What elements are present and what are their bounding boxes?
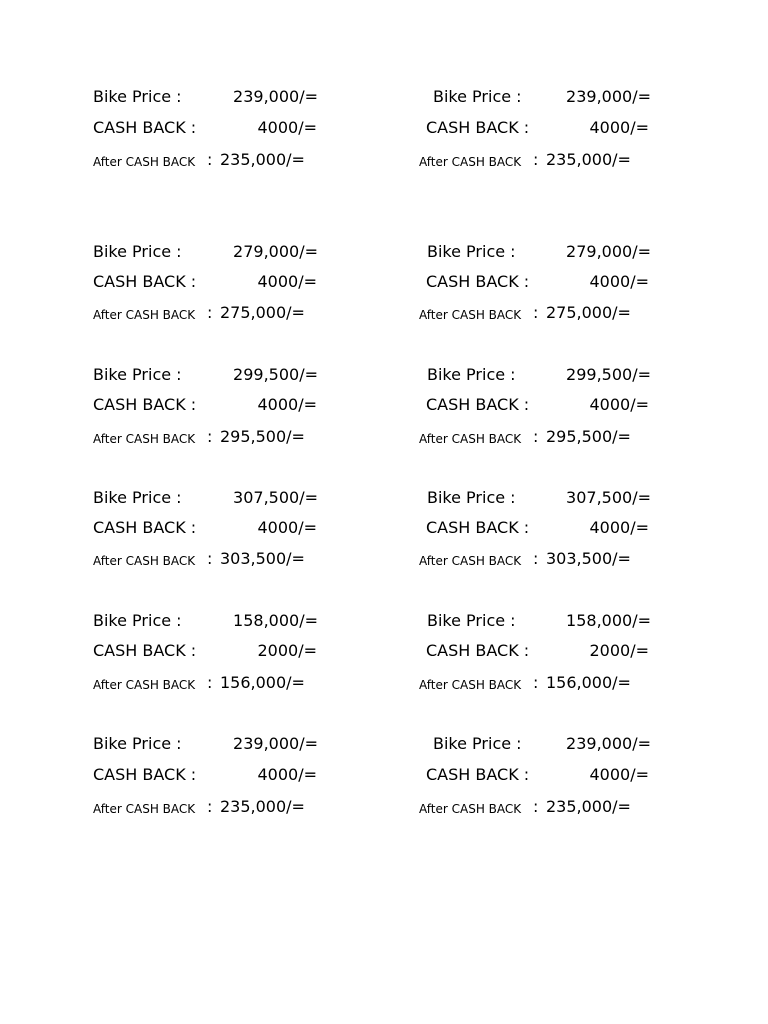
- after-cash-back-label: After CASH BACK: [93, 155, 196, 169]
- after-cash-back-value: 235,000/=: [546, 797, 631, 816]
- price-block-left: [93, 610, 333, 690]
- price-block-right: [419, 487, 659, 567]
- bike-price-label: Bike Price :: [93, 488, 182, 507]
- after-cash-back-label: After CASH BACK: [419, 802, 522, 816]
- cash-back-label: CASH BACK :: [426, 272, 530, 291]
- after-cash-back-colon: :: [533, 303, 539, 322]
- cash-back-label: CASH BACK :: [93, 118, 197, 137]
- after-cash-back-label: After CASH BACK: [93, 802, 196, 816]
- bike-price-label: Bike Price :: [93, 611, 182, 630]
- price-block-left: [93, 733, 333, 816]
- cash-back-value: 4000/=: [257, 118, 317, 137]
- after-cash-back-label: After CASH BACK: [419, 432, 522, 446]
- bike-price-value: 239,000/=: [566, 87, 651, 106]
- after-cash-back-value: 295,500/=: [220, 427, 305, 446]
- after-cash-back-value: 235,000/=: [546, 150, 631, 169]
- cash-back-label: CASH BACK :: [426, 765, 530, 784]
- cash-back-value: 4000/=: [257, 518, 317, 537]
- after-cash-back-value: 235,000/=: [220, 150, 305, 169]
- after-cash-back-label: After CASH BACK: [93, 308, 196, 322]
- bike-price-label: Bike Price :: [427, 365, 516, 384]
- cash-back-label: CASH BACK :: [93, 765, 197, 784]
- after-cash-back-label: After CASH BACK: [419, 678, 522, 692]
- price-block-left: [93, 241, 333, 321]
- bike-price-label: Bike Price :: [427, 611, 516, 630]
- bike-price-value: 158,000/=: [566, 611, 651, 630]
- price-block-left: [93, 487, 333, 567]
- bike-price-label: Bike Price :: [93, 242, 182, 261]
- cash-back-value: 2000/=: [257, 641, 317, 660]
- after-cash-back-colon: :: [533, 427, 539, 446]
- after-cash-back-colon: :: [207, 427, 213, 446]
- cash-back-value: 4000/=: [589, 518, 649, 537]
- bike-price-value: 279,000/=: [566, 242, 651, 261]
- cash-back-value: 4000/=: [589, 272, 649, 291]
- price-block-right: [419, 610, 659, 690]
- after-cash-back-value: 303,500/=: [546, 549, 631, 568]
- after-cash-back-value: 156,000/=: [546, 673, 631, 692]
- cash-back-label: CASH BACK :: [426, 518, 530, 537]
- cash-back-value: 4000/=: [589, 118, 649, 137]
- bike-price-value: 239,000/=: [566, 734, 651, 753]
- cash-back-label: CASH BACK :: [426, 118, 530, 137]
- bike-price-value: 239,000/=: [233, 87, 318, 106]
- after-cash-back-label: After CASH BACK: [93, 678, 196, 692]
- after-cash-back-label: After CASH BACK: [419, 155, 522, 169]
- bike-price-value: 299,500/=: [566, 365, 651, 384]
- bike-price-value: 279,000/=: [233, 242, 318, 261]
- after-cash-back-colon: :: [533, 797, 539, 816]
- after-cash-back-colon: :: [207, 673, 213, 692]
- price-block-right: [419, 733, 659, 816]
- after-cash-back-value: 275,000/=: [546, 303, 631, 322]
- after-cash-back-label: After CASH BACK: [419, 308, 522, 322]
- after-cash-back-label: After CASH BACK: [93, 554, 196, 568]
- after-cash-back-value: 156,000/=: [220, 673, 305, 692]
- cash-back-value: 4000/=: [257, 765, 317, 784]
- price-block-left: [93, 364, 333, 444]
- after-cash-back-value: 275,000/=: [220, 303, 305, 322]
- after-cash-back-colon: :: [207, 150, 213, 169]
- cash-back-label: CASH BACK :: [93, 518, 197, 537]
- bike-price-label: Bike Price :: [433, 87, 522, 106]
- bike-price-label: Bike Price :: [433, 734, 522, 753]
- bike-price-label: Bike Price :: [427, 488, 516, 507]
- bike-price-label: Bike Price :: [93, 734, 182, 753]
- after-cash-back-colon: :: [207, 549, 213, 568]
- after-cash-back-value: 295,500/=: [546, 427, 631, 446]
- cash-back-value: 4000/=: [257, 395, 317, 414]
- bike-price-value: 307,500/=: [233, 488, 318, 507]
- after-cash-back-colon: :: [207, 797, 213, 816]
- after-cash-back-label: After CASH BACK: [419, 554, 522, 568]
- bike-price-value: 299,500/=: [233, 365, 318, 384]
- price-block-right: [419, 241, 659, 321]
- after-cash-back-colon: :: [207, 303, 213, 322]
- cash-back-value: 2000/=: [589, 641, 649, 660]
- cash-back-label: CASH BACK :: [426, 395, 530, 414]
- price-block-right: [419, 86, 659, 169]
- bike-price-value: 158,000/=: [233, 611, 318, 630]
- cash-back-value: 4000/=: [589, 765, 649, 784]
- cash-back-value: 4000/=: [257, 272, 317, 291]
- after-cash-back-colon: :: [533, 673, 539, 692]
- cash-back-label: CASH BACK :: [93, 395, 197, 414]
- cash-back-label: CASH BACK :: [93, 641, 197, 660]
- bike-price-value: 307,500/=: [566, 488, 651, 507]
- price-block-right: [419, 364, 659, 444]
- bike-price-label: Bike Price :: [93, 87, 182, 106]
- price-block-left: [93, 86, 333, 169]
- bike-price-value: 239,000/=: [233, 734, 318, 753]
- after-cash-back-colon: :: [533, 549, 539, 568]
- cash-back-value: 4000/=: [589, 395, 649, 414]
- cash-back-label: CASH BACK :: [93, 272, 197, 291]
- after-cash-back-colon: :: [533, 150, 539, 169]
- after-cash-back-value: 303,500/=: [220, 549, 305, 568]
- bike-price-label: Bike Price :: [93, 365, 182, 384]
- cash-back-label: CASH BACK :: [426, 641, 530, 660]
- after-cash-back-value: 235,000/=: [220, 797, 305, 816]
- after-cash-back-label: After CASH BACK: [93, 432, 196, 446]
- bike-price-label: Bike Price :: [427, 242, 516, 261]
